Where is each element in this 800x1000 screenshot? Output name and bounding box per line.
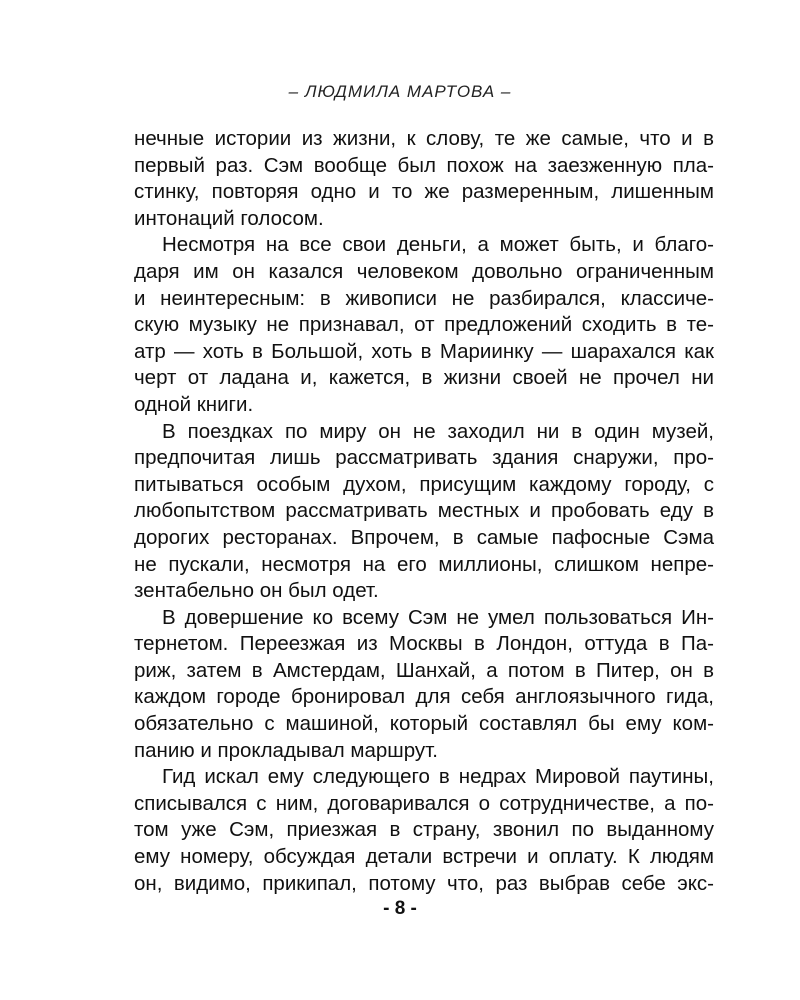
text-line: он, видимо, прикипал, потому что, раз выбрав себе экс- <box>134 871 714 895</box>
text-line: обязательно с машиной, который составлял бы ему ком- <box>134 712 714 736</box>
text-line: ему номеру, обсуждая детали встречи и оплату. К людям <box>134 845 714 869</box>
paragraph <box>134 232 714 418</box>
text-line: тернетом. Переезжая из Москвы в Лондон, оттуда в Па- <box>134 632 714 656</box>
text-line: дорогих ресторанах. Впрочем, в самые пафосные Сэма <box>134 525 714 549</box>
text-line: зентабельно он был одет. <box>134 579 379 603</box>
text-line: Несмотря на все свои деньги, а может быть, и благо- <box>162 233 714 257</box>
text-line: не пускали, несмотря на его миллионы, слишком непре- <box>134 552 714 576</box>
text-line: предпочитая лишь рассматривать здания снаружи, про- <box>134 446 714 470</box>
paragraph <box>134 605 714 765</box>
text-line: черт от ладана и, кажется, в жизни своей не прочел ни <box>134 366 714 390</box>
paragraph <box>134 419 714 605</box>
text-line: питываться особым духом, присущим каждому городу, с <box>134 472 714 496</box>
text-line: скую музыку не признавал, от предложений сходить в те- <box>134 313 714 337</box>
paragraph <box>134 764 714 897</box>
text-line: панию и прокладывал маршрут. <box>134 738 438 762</box>
page-number: - 8 - <box>383 898 417 919</box>
text-line: стинку, повторяя одно и то же размеренным, лишенным <box>134 180 714 204</box>
text-line: риж, затем в Амстердам, Шанхай, а потом в Питер, он в <box>134 658 714 682</box>
paragraph <box>134 126 714 232</box>
text-line: том уже Сэм, приезжая в страну, звонил по выданному <box>134 818 714 842</box>
text-line: первый раз. Сэм вообще был похож на заезженную пла- <box>134 153 714 177</box>
body-text <box>134 126 714 897</box>
text-line: каждом городе бронировал для себя англоязычного гида, <box>134 685 714 709</box>
text-line: Гид искал ему следующего в недрах Мировой паутины, <box>162 765 714 789</box>
text-line: и неинтересным: в живописи не разбирался, классиче- <box>134 286 714 310</box>
text-line: нечные истории из жизни, к слову, те же самые, что и в <box>134 127 714 150</box>
text-line: В поездках по миру он не заходил ни в один музей, <box>162 419 714 443</box>
text-line: даря им он казался человеком довольно ограниченным <box>134 259 714 283</box>
text-line: списывался с ним, договаривался о сотрудничестве, а по- <box>134 791 714 815</box>
text-line: атр — хоть в Большой, хоть в Мариинку — шарахался как <box>134 339 714 363</box>
text-line: любопытством рассматривать местных и пробовать еду в <box>134 499 714 523</box>
text-line: интонаций голосом. <box>134 206 324 230</box>
text-line: В довершение ко всему Сэм не умел пользоваться Ин- <box>162 605 714 629</box>
running-title: – ЛЮДМИЛА МАРТОВА – <box>288 82 512 101</box>
text-line: одной книги. <box>134 392 254 416</box>
